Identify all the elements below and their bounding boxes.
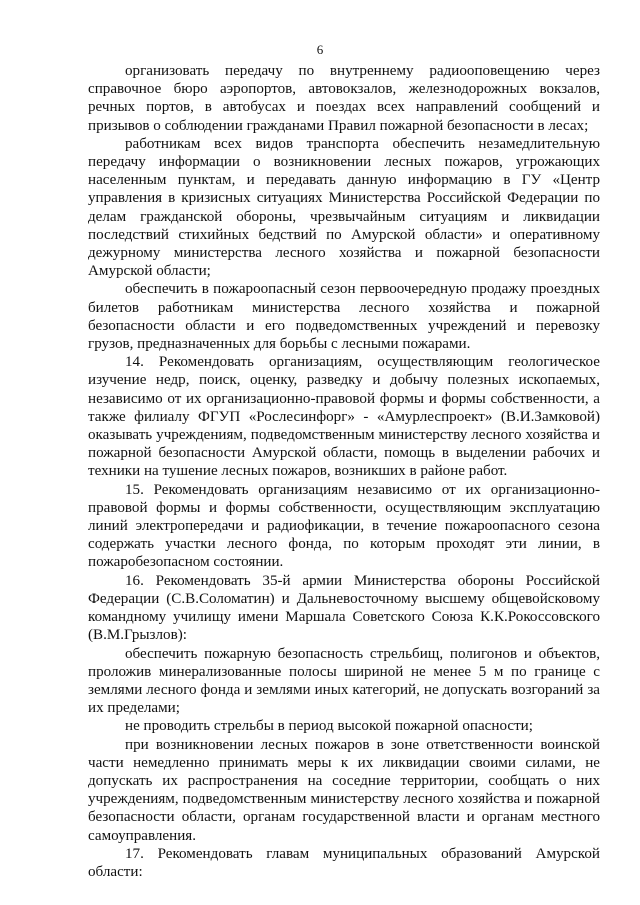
document-body [88,62,600,881]
paragraph-no-firing: не проводить стрельбы в период высокой пожарной опасности; [125,718,533,735]
paragraph-item-16: 16. Рекомендовать 35-й армии Министерства обороны Российской Федерации (С.В.Соломатин) и Дальневосточному высшему общевойсковому командному училищу имени Маршала Советского Союза К.К.Рокоссовского (В.М.Грызлов): [88,572,600,644]
paragraph-ticket-priority: обеспечить в пожароопасный сезон первоочередную продажу проездных билетов работникам министерства лесного хозяйства и пожарной безопасности области и его подведомственных учреждений и перевозку грузов, предназначенных для борьбы с лесными пожарами. [88,281,600,353]
paragraph-item-15: 15. Рекомендовать организациям независимо от их организационно-правовой формы и формы собственности, осуществляющим эксплуатацию линий электропередачи и радиофикации, в течение пожароопасного сезона содержать участки лесного фонда, по которым проходят эти линии, в пожаробезопасном состоянии. [88,481,600,571]
paragraph-item-14: 14. Рекомендовать организациям, осуществляющим геологическое изучение недр, поиск, оценку, разведку и добычу полезных ископаемых, независимо от их организационно-правовой формы и формы собственности, а также филиалу ФГУП «Рослесинфорг» - «Амурлеспроект» (В.И.Замковой) оказывать учреждениям, подведомственным министерству лесного хозяйства и пожарной безопасности Амурской области, помощь в выделении рабочих и техники на тушение лесных пожаров, возникших в районе работ. [88,354,600,480]
paragraph-transport-workers: работникам всех видов транспорта обеспечить незамедлительную передачу информации о возникновении лесных пожаров, угрожающих населенным пунктам, и передавать данную информацию в ГУ «Центр управления в кризисных ситуациях Министерства Российской Федерации по делам гражданской обороны, чрезвычайным ситуациям и ликвидации последствий стихийных бедствий по Амурской области» и оперативному дежурному министерства лесного хозяйства и пожарной безопасности Амурской области; [88,135,600,280]
page-number: 6 [316,42,324,57]
paragraph-radio-announcement: организовать передачу по внутреннему радиооповещению через справочное бюро аэропортов, автовокзалов, железнодорожных вокзалов, речных портов, в автобусах и поездах всех направлений сообщений и призывов о соблюдении гражданами Правил пожарной безопасности в лесах; [88,63,600,134]
paragraph-fire-response: при возникновении лесных пожаров в зоне ответственности воинской части немедленно принимать меры к их ликвидации своими силами, не допускать их распространения на соседние территории, сообщать о них учреждениям, подведомственным министерству лесного хозяйства и пожарной безопасности области, органам государственной власти и органам местного самоуправления. [88,736,600,844]
paragraph-item-17: 17. Рекомендовать главам муниципальных образований Амурской области: [88,845,600,880]
paragraph-firing-range-safety: обеспечить пожарную безопасность стрельбищ, полигонов и объектов, проложив минерализованные полосы шириной не менее 5 м по границе с землями лесного фонда и землями иных категорий, не допускать возгораний за их пределами; [88,645,600,717]
